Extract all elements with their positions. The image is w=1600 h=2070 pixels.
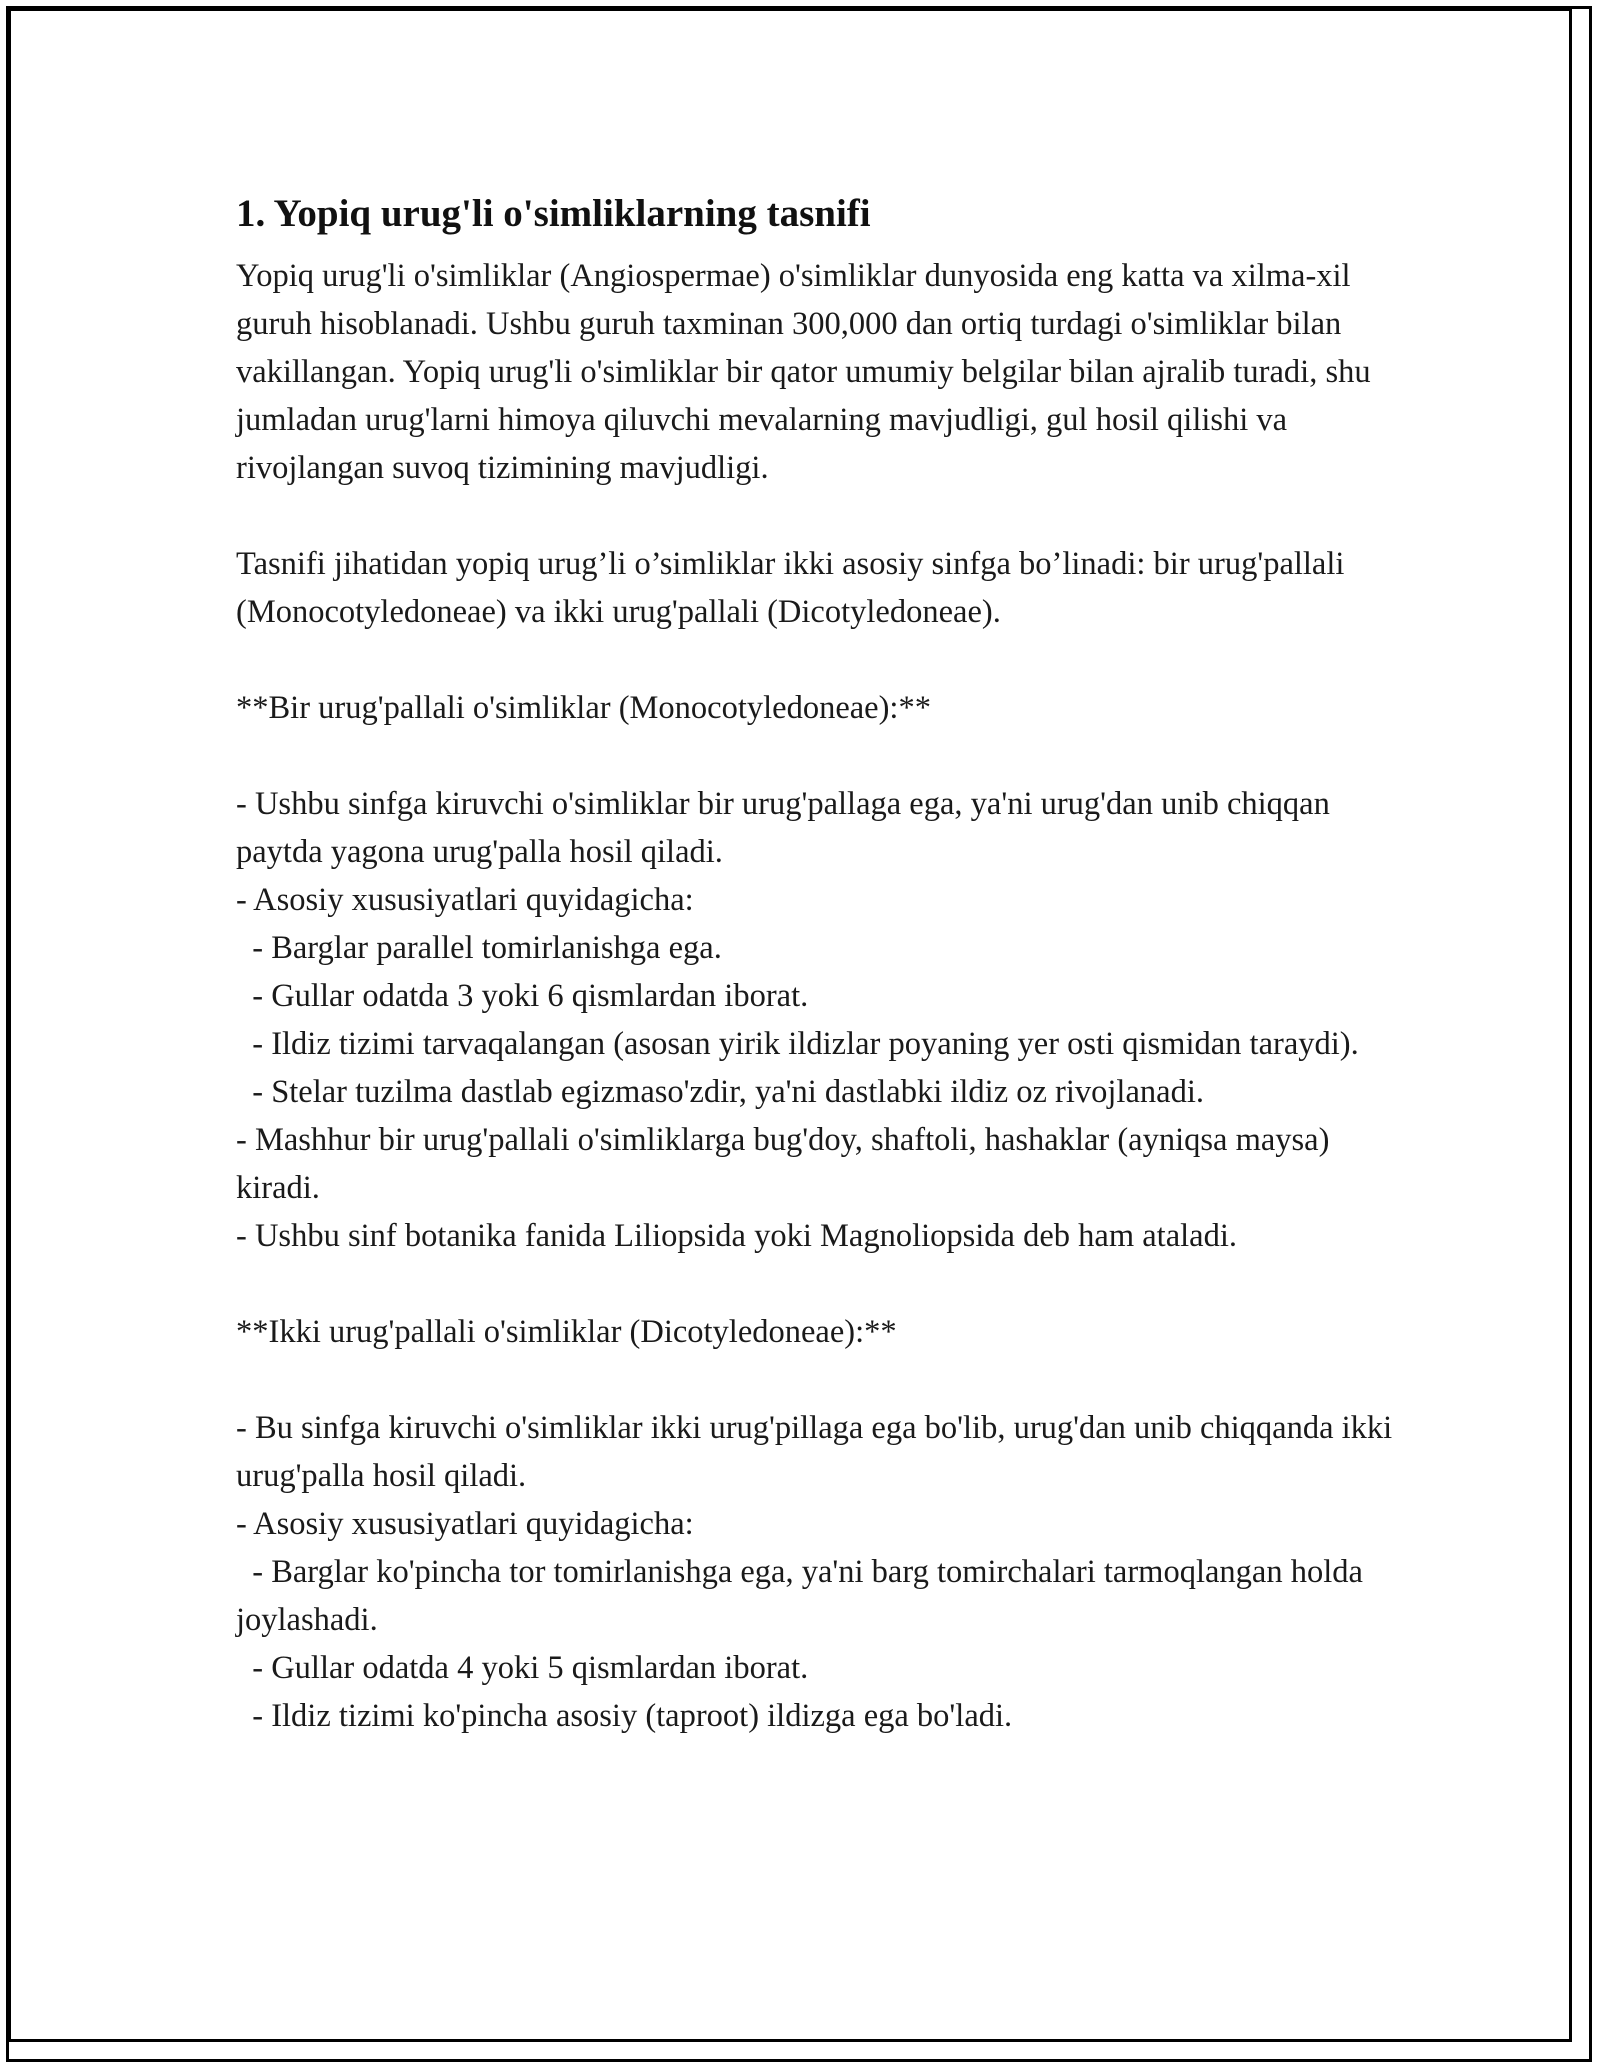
list-item: - Ildiz tizimi ko'pincha asosiy (taproot) ildizga ega bo'ladi. — [236, 1698, 1013, 1734]
list-item: - Ushbu sinfga kiruvchi o'simliklar bir urug'pallaga ega, ya'ni urug'dan unib chiqqan paytda yagona urug'palla hosil qiladi. — [236, 786, 1338, 870]
mono-heading: **Bir urug'pallali o'simliklar (Monocotyledoneae):** — [236, 690, 931, 726]
list-item: - Ushbu sinf botanika fanida Liliopsida yoki Magnoliopsida deb ham ataladi. — [236, 1218, 1237, 1254]
list-item: - Asosiy xususiyatlari quyidagicha: — [236, 882, 694, 918]
classification-paragraph: Tasnifi jihatidan yopiq urug’li o’simliklar ikki asosiy sinfga bo’linadi: bir urug'pallali (Monocotyledoneae) va ikki urug'pallali (Dicotyledoneae). — [236, 546, 1353, 630]
spacer — [236, 1356, 1396, 1404]
spacer — [236, 732, 1396, 780]
list-item: - Gullar odatda 4 yoki 5 qismlardan iborat. — [236, 1650, 809, 1686]
list-item: - Ildiz tizimi tarvaqalangan (asosan yirik ildizlar poyaning yer osti qismidan taraydi). — [236, 1026, 1359, 1062]
spacer — [236, 1260, 1396, 1308]
list-item: - Bu sinfga kiruvchi o'simliklar ikki urug'pillaga ega bo'lib, urug'dan unib chiqqanda ikki urug'palla hosil qiladi. — [236, 1410, 1401, 1494]
di-heading: **Ikki urug'pallali o'simliklar (Dicotyledoneae):** — [236, 1314, 897, 1350]
page-title: 1. Yopiq urug'li o'simliklarning tasnifi — [236, 192, 871, 235]
document-body — [236, 188, 1401, 1740]
spacer — [236, 636, 1396, 684]
list-item: - Stelar tuzilma dastlab egizmaso'zdir, ya'ni dastlabki ildiz oz rivojlanadi. — [236, 1074, 1204, 1110]
list-item: - Asosiy xususiyatlari quyidagicha: — [236, 1506, 694, 1542]
intro-paragraph: Yopiq urug'li o'simliklar (Angiospermae) o'simliklar dunyosida eng katta va xilma-xil guruh hisoblanadi. Ushbu guruh taxminan 300,000 dan ortiq turdagi o'simliklar bilan vakillangan. Yopiq urug'li o'simliklar bir qator umumiy belgilar bilan ajralib turadi, shu jumladan urug'larni himoya qiluvchi mevalarning mavjudligi, gul hosil qilishi va rivojlangan suvoq tizimining mavjudligi. — [236, 258, 1379, 486]
list-item: - Barglar parallel tomirlanishga ega. — [236, 930, 722, 966]
list-item: - Gullar odatda 3 yoki 6 qismlardan iborat. — [236, 978, 809, 1014]
spacer — [236, 492, 1396, 540]
list-item: - Barglar ko'pincha tor tomirlanishga ega, ya'ni barg tomirchalari tarmoqlangan holda joylashadi. — [236, 1554, 1372, 1638]
list-item: - Mashhur bir urug'pallali o'simliklarga bug'doy, shaftoli, hashaklar (ayniqsa maysa) kiradi. — [236, 1122, 1338, 1206]
